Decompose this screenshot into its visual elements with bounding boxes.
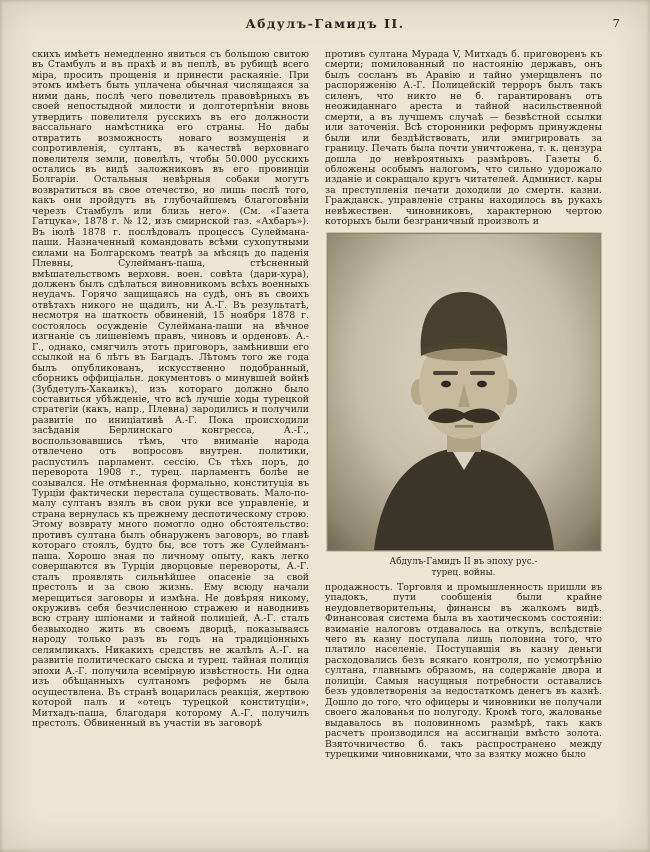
left-column-text: скихъ имѣетъ немедленно явиться съ большою свитою въ Стамбулъ и въ прахѣ и въ пеплѣ, въ рубищѣ всего міра, просить прощенія и принести раскаяніе. При этомъ имѣетъ быть уплачена обычная числящаяся за ними дань, послѣ чего повелитель правовѣрныхъ въ своей непостыдной милости и долготерпѣніи вновь утвердитъ повелителя русскихъ въ его должности вассальнаго намѣстника его страны. Но дабы отвратить возможность новаго возмущенія и сопротивленія, султанъ, въ качествѣ верховнаго повелителя земли, повелѣлъ, чтобы 50.000 русскихъ остались въ видѣ заложниковъ въ его провинціи Болгаріи. Остальныя невѣрныя собаки могутъ возвратиться въ свое отечество, но лишь послѣ того, какъ они пройдутъ въ глубочайшемъ благоговѣніи черезъ Стамбулъ или близь него». (См. «Газета Гатцука», 1878 г. № 12, изъ смирнской газ. «Ахбаръ»). Въ іюлѣ 1878 г. послѣдовалъ процессъ Сулеймана-паши. Назначенный командовать всѣми сухопутными силами на Болгарскомъ театрѣ за мѣсяцъ до паденія Плевны, Сулейманъ-паша, стѣсненный вмѣшательствомъ верховн. воен. совѣта (дари-хура), долженъ былъ сдѣлаться виновникомъ всѣхъ военныхъ неудачъ. Горячо защищаясь на судѣ, онъ въ своихъ отвѣтахъ никого не щадилъ, ни А.-Г. Въ результатѣ, несмотря на шаткость обвиненій, 15 ноября 1878 г. состоялось осужденіе Сулеймана-паши на вѣчное изгнаніе съ лишеніемъ правъ, чиновъ и орденовъ. А.-Г., однако, смягчилъ этотъ приговоръ, замѣнивши его ссылкой на 6 лѣтъ въ Багдадъ. Лѣтомъ того же года былъ опубликованъ, искусственно подобранный, сборникъ оффиціальн. документовъ о минувшей войнѣ (Зубдетулъ-Хакаикъ), изъ котораго должно было составиться убѣжденіе, что всѣ лучшіе ходы турецкой стратегіи (какъ, напр., Плевна) зародились и получили развитіе по иниціативѣ А.-Г. Пока происходили засѣданія Берлинскаго конгресса, А.-Г., воспользовавшись тѣмъ, что вниманіе народа отвлечено отъ вопросовъ внутрен. политики, распустилъ парламент. сессію. Съ тѣхъ поръ, до переворота 1908 г., турец. парламентъ болѣе не созывался. Не отмѣненная формально, конституція въ Турціи фактически перестала существовать. Мало-по-малу султанъ взялъ въ свои руки все управленіе, и страна вернулась къ прежнему деспотическому строю. Этому возврату много помогло одно обстоятельство: противъ султана былъ обнаруженъ заговоръ, во главѣ котораго стоялъ, будто бы, все тотъ же Сулейманъ-паша. Хорошо зная по личному опыту, какъ легко совершаются въ Турціи дворцовые перевороты, А.-Г. сталъ проявлять сильнѣйшее опасеніе за свой престолъ и за свою жизнь. Ему всюду начали мерещиться заговоры и измѣна. Не довѣряя никому, окруживъ себя безчисленною стражею и наводнивъ всю страну шпіонами и тайной полиціей, А.-Г. сталъ безвыходно жить въ своемъ дворцѣ, показываясь народу только разъ въ годъ на традиціонныхъ селямликахъ. Никакихъ средствъ не жалѣлъ А.-Г. на развитіе политическаго сыска и турец. тайная полиція эпохи А.-Г. получила всемірную извѣстность. Ни одна изъ обѣщанныхъ султаномъ реформъ не была осуществлена. Въ странѣ воцарилась реакція, жертвою которой палъ и «отецъ турецкой конституціи», Митхадъ-паша, благодаря которому А.-Г. получилъ престолъ. Обвиненный въ участіи въ заговорѣ [32, 49, 309, 729]
right-column-bottom-text: продажность. Торговля и промышленность пришли въ упадокъ, пути сообщенія были крайне неудовлетворительны, финансы въ жалкомъ видѣ. Финансовая система была въ хаотическомъ состояніи: взиманіе налоговъ отдавалось на откупъ, вслѣдствіе чего въ казну поступала лишь половина того, что платило населеніе. Поступавшія въ казну деньги расходовались безъ всякаго контроля, по усмотрѣнію султана, главнымъ образомъ, на содержаніе двора и полиціи. Самыя насущныя потребности оставались безъ удовлетворенія за недостаткомъ денегъ въ казнѣ. Дошло до того, что офицеры и чиновники не получали своего жалованья по полугоду. Кромѣ того, жалованье выдавалось въ половинномъ размѣрѣ, такъ какъ расчетъ производился на ассигнаціи вмѣсто золота. Взяточничество б. такъ распространено между турецкими чиновниками, что за взятку можно было [325, 581, 602, 760]
portrait-figure [325, 233, 602, 579]
figure-caption-line1: Абдулъ-Гамидъ II въ эпоху рус.- [389, 556, 538, 567]
portrait-photo [327, 233, 601, 551]
page-number: 7 [612, 16, 620, 30]
figure-caption [325, 557, 602, 579]
right-column-top-text: противъ султана Мурада V, Митхадъ б. приговоренъ къ смерти; помилованный по настоянію державъ, онъ былъ сосланъ въ Аравію и тайно умерщвленъ по распоряженію А.-Г. Полицейскій терроръ былъ такъ силенъ, что никто не б. гарантированъ отъ неожиданнаго ареста и тайной насильственной смерти, а въ лучшемъ случаѣ — безвѣстной ссылки или заточенія. Всѣ сторонники реформъ принуждены были или бездѣйствовать, или эмигрировать за границу. Печать была почти уничтожена, т. к. цензура дошла до невѣроятныхъ размѣровъ. Газеты б. обложены особымъ налогомъ, что сильно удорожало изданіе и сокращало кругъ читателей. Админист. кары за преступленія печати доходили до смертн. казни. Гражданск. управленіе страны находилось въ рукахъ невѣжествен. чиновниковъ, характерною чертою которыхъ были безграничный произволъ и [325, 49, 602, 228]
portrait-illustration-icon [328, 234, 600, 550]
page-title: Абдулъ-Гамидъ II. [245, 16, 405, 31]
right-column [325, 50, 602, 846]
figure-caption-line2: турец. войны. [431, 567, 496, 578]
page-header [0, 0, 650, 46]
page-content [0, 46, 650, 846]
left-column [32, 50, 309, 846]
